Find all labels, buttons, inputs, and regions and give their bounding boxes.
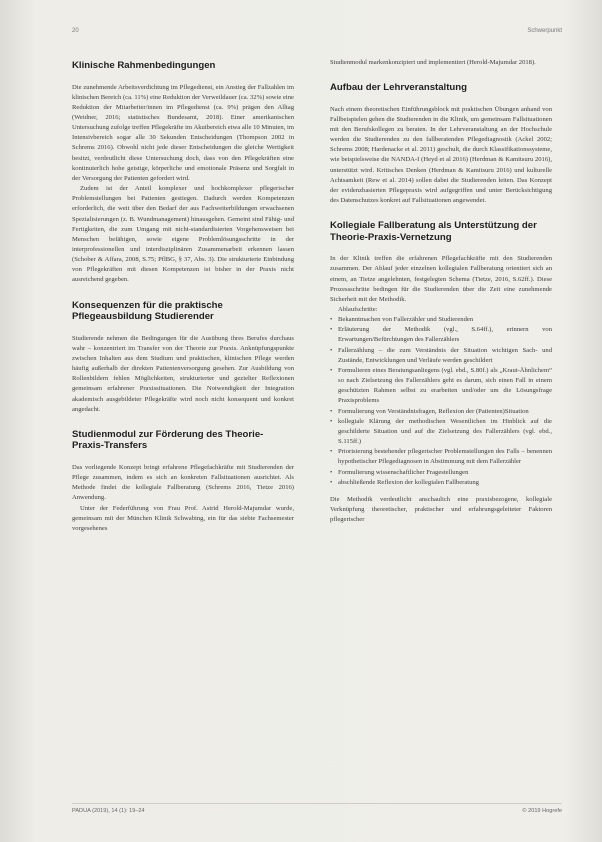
heading-kollegiale-fallberatung: Kollegiale Fallberatung als Unterstützung der Theorie-Praxis-Vernetzung: [330, 220, 537, 243]
footer-citation: PADUA (2019), 14 (1): 19–24: [72, 808, 145, 814]
paragraph: Die Methodik verdeutlicht anschaulich eine praxisbezogene, kollegiale Verknüpfung theoretischer, praktischer und erfahrungsgeleiteter Faktoren pflegerischer: [330, 495, 552, 524]
left-column: [72, 60, 294, 534]
list-item: • Erläuterung der Methodik (vgl., S.64ff.), erinnern von Erwartungen/Befürchtungen des Fallerzählers: [330, 325, 552, 345]
paragraph: Zudem ist der Anteil komplexer und hochkomplexer pflegerischer Problemstellungen bei Patienten gestiegen. Dadurch werden Kompetenzen erforderlich, die weit über den Bedarf der aus Fachweiterbildungen erwachsenen Spezialisierungen (z. B. Wundmanagement) hinausgehen. Gemeint sind Fähig- und Fertigkeiten, die zum Umgang mit nicht-standardisierten Vorgehensweisen bei Menschen befähigen, sowie eigene Problemlösungsschritte in der interprofessionellen und interdisziplinären Zusammenarbeit erkennen lassen (Schober & Affara, 2008, S.75; PflBG, § 37, Abs. 3). Die strukturierte Einbindung von Pflegekräften mit diesen Kompetenzen ist bisher in der Praxis nicht ausreichend gegeben.: [72, 185, 294, 284]
paragraph: Das vorliegende Konzept bringt erfahrene Pflegefachkräfte mit Studierenden der Pflege zusammen, indem es sich an konkreten Fallsituationen ausrichtet. Als Methode findet die kollegiale Fallberatung (Schrems 2016, Tietze 2016) Anwendung.: [72, 463, 294, 502]
list-item: • Fallerzählung – die zum Verständnis der Situation wichtigen Sach- und Zustände, Entwicklungen und Verläufe werden geschildert: [330, 346, 552, 366]
list-item: • Bekanntmachen von Fallerzähler und Studierenden: [330, 315, 552, 325]
heading-klinische-rahmenbedingungen: Klinische Rahmenbedingungen: [72, 60, 216, 71]
running-head-section: Schwerpunkt: [527, 28, 562, 34]
list-item: • kollegiale Klärung der methodischen Wesentlichen im Hinblick auf die geschilderte Situation und auf die Zielsetzung des Fallerzählers (vgl. ebd., S.115ff.): [330, 417, 552, 447]
paragraph: Unter der Federführung von Frau Prof. Astrid Herold-Majumdar wurde, gemeinsam mit der München Klinik Schwabing, ein für das siebte Fachsemester vorgesehenes: [72, 504, 294, 532]
heading-aufbau-lehrveranstaltung: Aufbau der Lehrveranstaltung: [330, 82, 467, 94]
steps-label: Ablaufschritte:: [338, 306, 378, 313]
list-item: • Formulierung von Verständnisfragen, Reflexion der (Patienten)Situation: [330, 407, 552, 417]
heading-konsequenzen: Konsequenzen für die praktische Pflegeausbildung Studierender: [72, 299, 223, 323]
heading-studienmodul: Studienmodul zur Förderung des Theorie-Praxis-Transfers: [72, 428, 264, 452]
steps-list: [330, 315, 552, 488]
list-item: • Formulieren eines Beratungsanliegens (vgl. ebd., S.80f.) als „Kraut-Ähnlichem“ so nach Zielsetzung des Fallerzählers geht es darum, sich einen Fall in einem geschützten Rahmen selbst zu erarbeiten und/oder um die Lösungsfrage Praxisproblems: [330, 366, 552, 407]
right-column: [330, 58, 552, 525]
list-item: • abschließende Reflexion der kollegialen Fallberatung: [330, 478, 552, 488]
paragraph: Nach einem theoretischen Einführungsblock mit praktischen Übungen anhand von Fallbeispielen gehen die Studierenden in die Klinik, um gemeinsam Fallsituationen mit den Berufskollegen zu beraten. In der Lehrveranstaltung an der Hochschule werden die Studierenden zu den fallberatenden Pflegediagnostik (Ackel 2002; Schrems 2008; Hardenacke et al. 2011) geschult, die durch Klassifikationssysteme, wie beispielsweise die NANDA-I (Heyd et al 2016) (Herdman & Kamitsuru 2016), unterstützt wird. Kritisches Denken (Herdman & Kamitsuru 2016) und kulturelle Achtsamkeit (Rew et al. 2014) sollen dabei die Studierenden leiten. Das Konzept der evidenzbasierten Pflegepraxis wird aufgegriffen und unter Berücksichtigung des Datenschutzes konkret auf Fallsituationen angewendet.: [330, 105, 552, 205]
paragraph: Studierende nehmen die Bedingungen für die Ausübung ihres Berufes durchaus wahr – konzentriert im Transfer von der Theorie zur Praxis. Anknüpfungspunkte zwischen Inhalten aus dem Studium und praktischen, klinischen Pflege werden häufig außerhalb der direkten Patientenversorgung gesehen. Zur Ausbildung von Rollenbildern fehlen Möglichkeiten, strukturierter und gezielter Reflexionen gemeinsam erfahrener Praxissituationen. Die Notwendigkeit der Integration akademisch ausgebildeter Pflegekräfte wird noch nicht konsequent und konkret angedacht.: [72, 334, 294, 413]
page-number: 20: [72, 28, 79, 34]
paragraph-continued: Studienmodul markenkonzipiert und implementiert (Herold-Majumdar 2018).: [330, 59, 536, 66]
footer-publisher: © 2019 Hogrefe: [522, 808, 562, 814]
list-item: • Formulierung wissenschaftlicher Fragestellungen: [330, 468, 552, 478]
paragraph: In der Klinik treffen die erfahrenen Pflegefachkräfte mit den Studierenden zusammen. Der Ablauf jeder einzelnen kollegialen Fallberatung orientiert sich an einem, an Tietze angelehnten, festgelegten Schema (Tietze, 2016, S.62ff.). Diese Prozessschritte bedingen für die Studierenden über die Zeit eine zunehmende Sicherheit mit der Methodik.: [330, 255, 552, 303]
paragraph: Die zunehmende Arbeitsverdichtung im Pflegedienst, ein Anstieg der Fallzahlen im klinischen Bereich (ca. 11%) eine Reduktion der Verweildauer (ca. 32%) sowie eine Reduktion der Mitarbeiter/innen im Pflegedienst (ca. 9%) prägen den Alltag (Weidner, 2016; statistisches Bundesamt, 2018). Einer amerikanischen Untersuchung zufolge treffen Pflegekräfte im Akutbereich etwa alle 10 Minuten, im Intensivbereich sogar alle 30 Sekunden Entscheidungen (Thompson 2002 in Schrems 2016). Obwohl nicht jede dieser Entscheidungen die gleiche Wertigkeit besitzt, verdeutlicht diese Untersuchung doch, dass von den Pflegekräften eine kontinuierlich hohe geistige, körperliche und emotionale Präsenz und Sorgfalt in der Versorgung der Patienten gefordert wird.: [72, 83, 294, 182]
footer-rule: [72, 803, 562, 804]
list-item: • Priorisierung bestehender pflegerischer Problemstellungen des Falls – benennen hypothetischer Pflegediagnosen in Abstimmung mit dem Fallerzähler: [330, 447, 552, 467]
